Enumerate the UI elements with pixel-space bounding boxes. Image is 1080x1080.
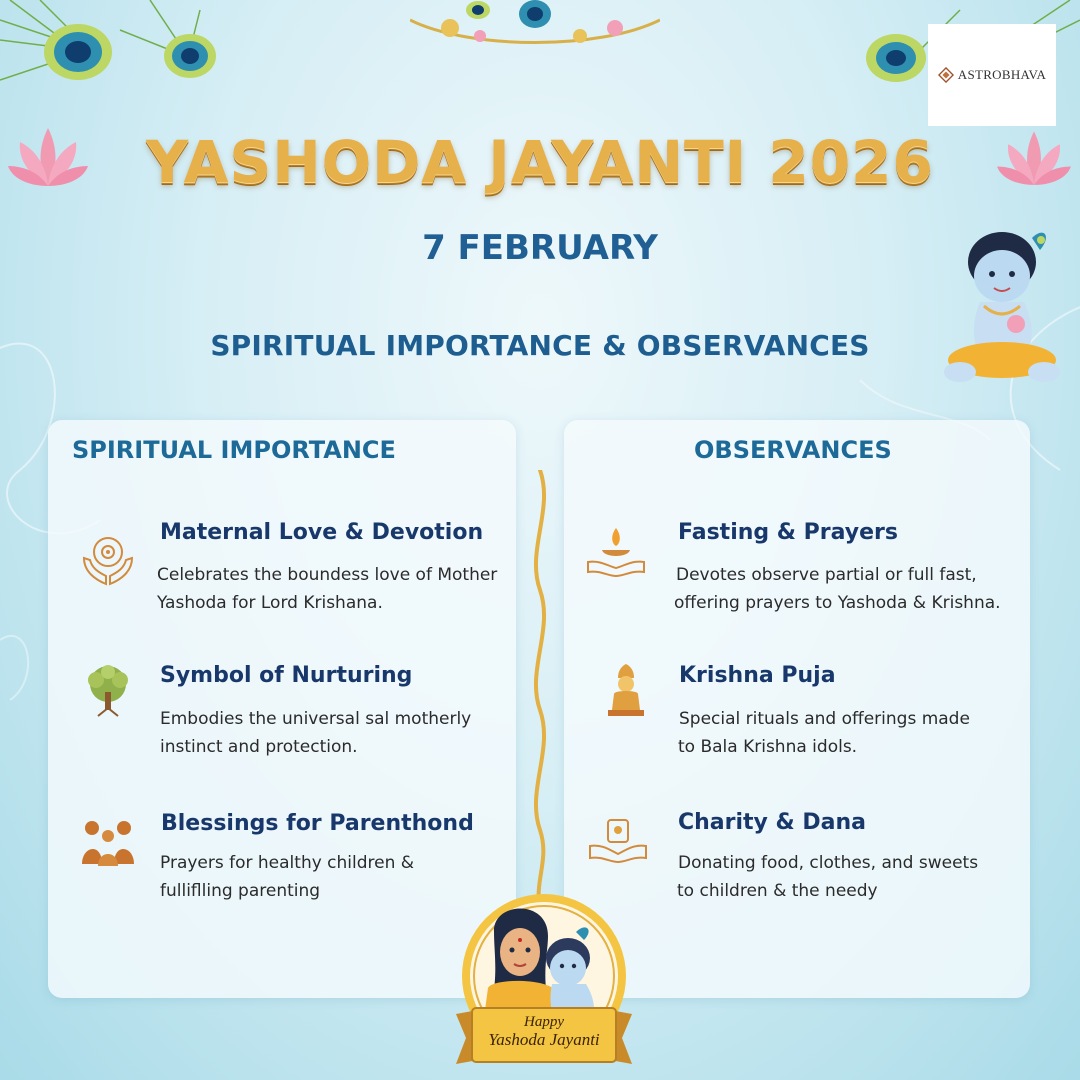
item-title-fasting-prayers: Fasting & Prayers	[678, 520, 898, 545]
brand-name: ASTROBHAVA	[957, 67, 1047, 82]
page-title: YASHODA JAYANTI 2026	[146, 128, 934, 196]
golden-vine-divider	[520, 470, 560, 910]
event-date: 7 FEBRUARY	[422, 228, 658, 268]
item-title-charity-dana: Charity & Dana	[678, 810, 867, 835]
item-title-symbol-of-nurturing: Symbol of Nurturing	[160, 663, 413, 688]
item-desc-fasting-line2: offering prayers to Yashoda & Krishna.	[674, 593, 1001, 613]
item-desc-krishna-puja-line2: to Bala Krishna idols.	[678, 737, 858, 757]
item-desc-maternal-love-line2: Yashoda for Lord Krishana.	[157, 593, 383, 613]
brand-mark-icon	[938, 67, 954, 83]
item-desc-krishna-puja-line1: Special rituals and offerings made	[679, 709, 970, 729]
item-desc-symbol-of-nurturing-line1: Embodies the universal sal motherly	[160, 709, 472, 729]
idol-icon	[596, 660, 656, 720]
item-desc-blessings-line2: fulliflling parenting	[160, 881, 321, 901]
family-icon	[78, 812, 138, 872]
badge-greeting	[470, 1014, 618, 1048]
diya-hands-icon	[586, 524, 646, 584]
badge-greeting-line2: Yashoda Jayanti	[488, 1030, 600, 1049]
observances-heading: OBSERVANCES	[694, 436, 892, 464]
item-desc-blessings-line1: Prayers for healthy children &	[160, 853, 415, 873]
hands-mandala-icon	[78, 528, 138, 588]
section-subtitle: SPIRITUAL IMPORTANCE & OBSERVANCES	[210, 329, 870, 362]
item-desc-fasting-line1: Devotes observe partial or full fast,	[676, 565, 977, 585]
badge-greeting-line1: Happy	[524, 1014, 564, 1030]
item-title-blessings-for-parenthood: Blessings for Parenthond	[161, 811, 474, 836]
item-desc-charity-line1: Donating food, clothes, and sweets	[678, 853, 979, 873]
item-title-maternal-love: Maternal Love & Devotion	[160, 520, 484, 545]
giving-hands-icon	[588, 814, 648, 874]
brand-logo	[928, 24, 1056, 126]
floral-garland-icon	[410, 0, 660, 62]
item-desc-charity-line2: to children & the needy	[677, 881, 878, 901]
tree-icon	[78, 662, 138, 722]
item-desc-maternal-love-line1: Celebrates the boundess love of Mother	[157, 565, 498, 585]
spiritual-importance-heading: SPIRITUAL IMPORTANCE	[72, 436, 396, 464]
item-title-krishna-puja: Krishna Puja	[679, 663, 836, 688]
item-desc-symbol-of-nurturing-line2: instinct and protection.	[160, 737, 358, 757]
